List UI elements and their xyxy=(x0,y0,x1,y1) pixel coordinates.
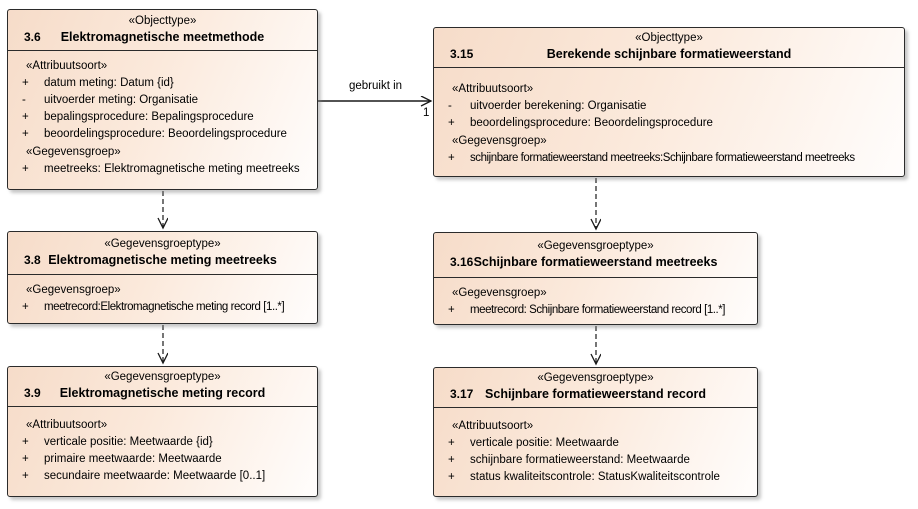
attribute-text: meetrecord:Elektromagnetische meting record [1..*] xyxy=(44,301,285,313)
section-stereotype: «Attribuutsoort» xyxy=(26,419,108,431)
uml-class-schijnbare-formatieweerstand-record[interactable] xyxy=(433,367,758,497)
attribute-row xyxy=(440,150,901,167)
visibility-sign: + xyxy=(22,128,29,140)
stereotype-label: «Objecttype» xyxy=(128,14,197,27)
title-row xyxy=(8,252,317,269)
attribute-text: meetreeks: Elektromagnetische meting meetreeks xyxy=(44,163,300,175)
box-title: Schijnbare formatieweerstand meetreeks xyxy=(473,254,718,269)
attribute-row xyxy=(14,126,314,143)
attribute-row xyxy=(14,75,314,92)
box-body xyxy=(434,68,904,167)
section-stereotype: «Gegevensgroep» xyxy=(26,284,121,296)
box-number: 3.9 xyxy=(24,386,41,400)
box-body xyxy=(434,278,757,319)
connector-label: gebruikt in xyxy=(349,80,403,92)
attribute-text: meetrecord: Schijnbare formatieweerstand record [1..*] xyxy=(470,304,726,316)
visibility-sign: + xyxy=(448,454,455,466)
attribute-row xyxy=(440,435,754,452)
attribute-text: verticale positie: Meetwaarde {id} xyxy=(44,436,213,448)
attribute-text: schijnbare formatieweerstand: Meetwaarde xyxy=(470,454,690,466)
box-body xyxy=(434,408,757,486)
attribute-row xyxy=(14,468,314,485)
box-title: Elektromagnetische meetmethode xyxy=(60,29,265,44)
uml-class-elektromagnetische-meetmethode[interactable] xyxy=(7,9,318,190)
section-stereotype: «Gegevensgroep» xyxy=(26,146,121,158)
section-stereotype: «Attribuutsoort» xyxy=(452,420,534,432)
visibility-sign: + xyxy=(448,471,455,483)
stereotype-label: «Gegevensgroeptype» xyxy=(104,371,221,383)
attribute-row xyxy=(440,469,754,486)
attribute-text: uitvoerder berekening: Organisatie xyxy=(470,100,647,112)
box-number: 3.6 xyxy=(24,29,41,44)
visibility-sign: + xyxy=(22,470,29,482)
connector-multiplicity: 1 xyxy=(423,107,430,119)
visibility-sign: + xyxy=(22,453,29,465)
visibility-sign: + xyxy=(448,152,455,164)
title-row xyxy=(8,385,317,402)
box-title: Berekende schijnbare formatieweerstand xyxy=(546,47,792,61)
section-stereotype: «Attribuutsoort» xyxy=(26,60,108,72)
box-title: Schijnbare formatieweerstand record xyxy=(485,387,706,401)
visibility-sign: - xyxy=(448,100,452,112)
stereotype-label: «Gegevensgroeptype» xyxy=(537,372,654,384)
attribute-row xyxy=(14,299,314,316)
attribute-row xyxy=(14,434,314,451)
title-row xyxy=(8,29,317,46)
attribute-row xyxy=(440,115,901,132)
attribute-text: datum meting: Datum {id} xyxy=(44,77,174,89)
attribute-text: uitvoerder meting: Organisatie xyxy=(44,94,199,106)
box-title: Elektromagnetische meting record xyxy=(59,386,266,400)
title-row xyxy=(434,386,757,403)
stereotype-label: «Gegevensgroeptype» xyxy=(537,239,654,252)
visibility-sign: + xyxy=(448,304,455,316)
box-body xyxy=(8,407,317,485)
attribute-text: secundaire meetwaarde: Meetwaarde [0..1] xyxy=(44,470,266,482)
box-title: Elektromagnetische meting meetreeks xyxy=(48,252,277,267)
box-header xyxy=(434,233,757,278)
visibility-sign: + xyxy=(448,437,455,449)
uml-class-berekende-schijnbare-formatieweerstand[interactable] xyxy=(433,27,905,177)
visibility-sign: + xyxy=(22,111,29,123)
box-number: 3.15 xyxy=(450,47,474,61)
section-stereotype: «Gegevensgroep» xyxy=(452,135,547,147)
uml-class-elektromagnetische-meting-record[interactable] xyxy=(7,366,318,497)
uml-class-schijnbare-formatieweerstand-meetreeks[interactable] xyxy=(433,232,758,325)
stereotype-label: «Objecttype» xyxy=(635,32,703,44)
attribute-row xyxy=(14,92,314,109)
attribute-text: beoordelingsprocedure: Beoordelingsprocedure xyxy=(470,117,713,129)
box-header xyxy=(8,367,317,407)
attribute-row xyxy=(440,98,901,115)
attribute-row xyxy=(440,302,754,319)
attribute-row xyxy=(440,452,754,469)
attribute-row xyxy=(14,109,314,126)
box-header xyxy=(8,10,317,51)
attribute-text: status kwaliteitscontrole: StatusKwaliteitscontrole xyxy=(470,471,720,483)
section-stereotype: «Attribuutsoort» xyxy=(452,83,534,95)
attribute-text: primaire meetwaarde: Meetwaarde xyxy=(44,453,222,465)
box-number: 3.8 xyxy=(24,252,41,267)
stereotype-label: «Gegevensgroeptype» xyxy=(104,237,221,250)
visibility-sign: + xyxy=(22,77,29,89)
box-header xyxy=(434,28,904,68)
attribute-row xyxy=(14,451,314,468)
title-row xyxy=(434,254,757,271)
title-row xyxy=(434,46,904,63)
box-number: 3.16 xyxy=(450,254,474,269)
section-stereotype: «Gegevensgroep» xyxy=(452,287,547,299)
attribute-text: schijnbare formatieweerstand meetreeks:Schijnbare formatieweerstand meetreeks xyxy=(470,152,855,164)
box-body xyxy=(8,275,317,316)
visibility-sign: + xyxy=(22,163,29,175)
attribute-text: beoordelingsprocedure: Beoordelingsprocedure xyxy=(44,128,287,140)
attribute-text: verticale positie: Meetwaarde xyxy=(470,437,619,449)
box-number: 3.17 xyxy=(450,387,474,401)
visibility-sign: + xyxy=(22,301,29,313)
attribute-text: bepalingsprocedure: Bepalingsprocedure xyxy=(44,111,254,123)
box-header xyxy=(8,232,317,275)
attribute-row xyxy=(14,161,314,178)
uml-class-elektromagnetische-meting-meetreeks[interactable] xyxy=(7,231,318,324)
box-body xyxy=(8,51,317,178)
visibility-sign: - xyxy=(22,94,26,106)
visibility-sign: + xyxy=(448,117,455,129)
box-header xyxy=(434,368,757,408)
visibility-sign: + xyxy=(22,436,29,448)
